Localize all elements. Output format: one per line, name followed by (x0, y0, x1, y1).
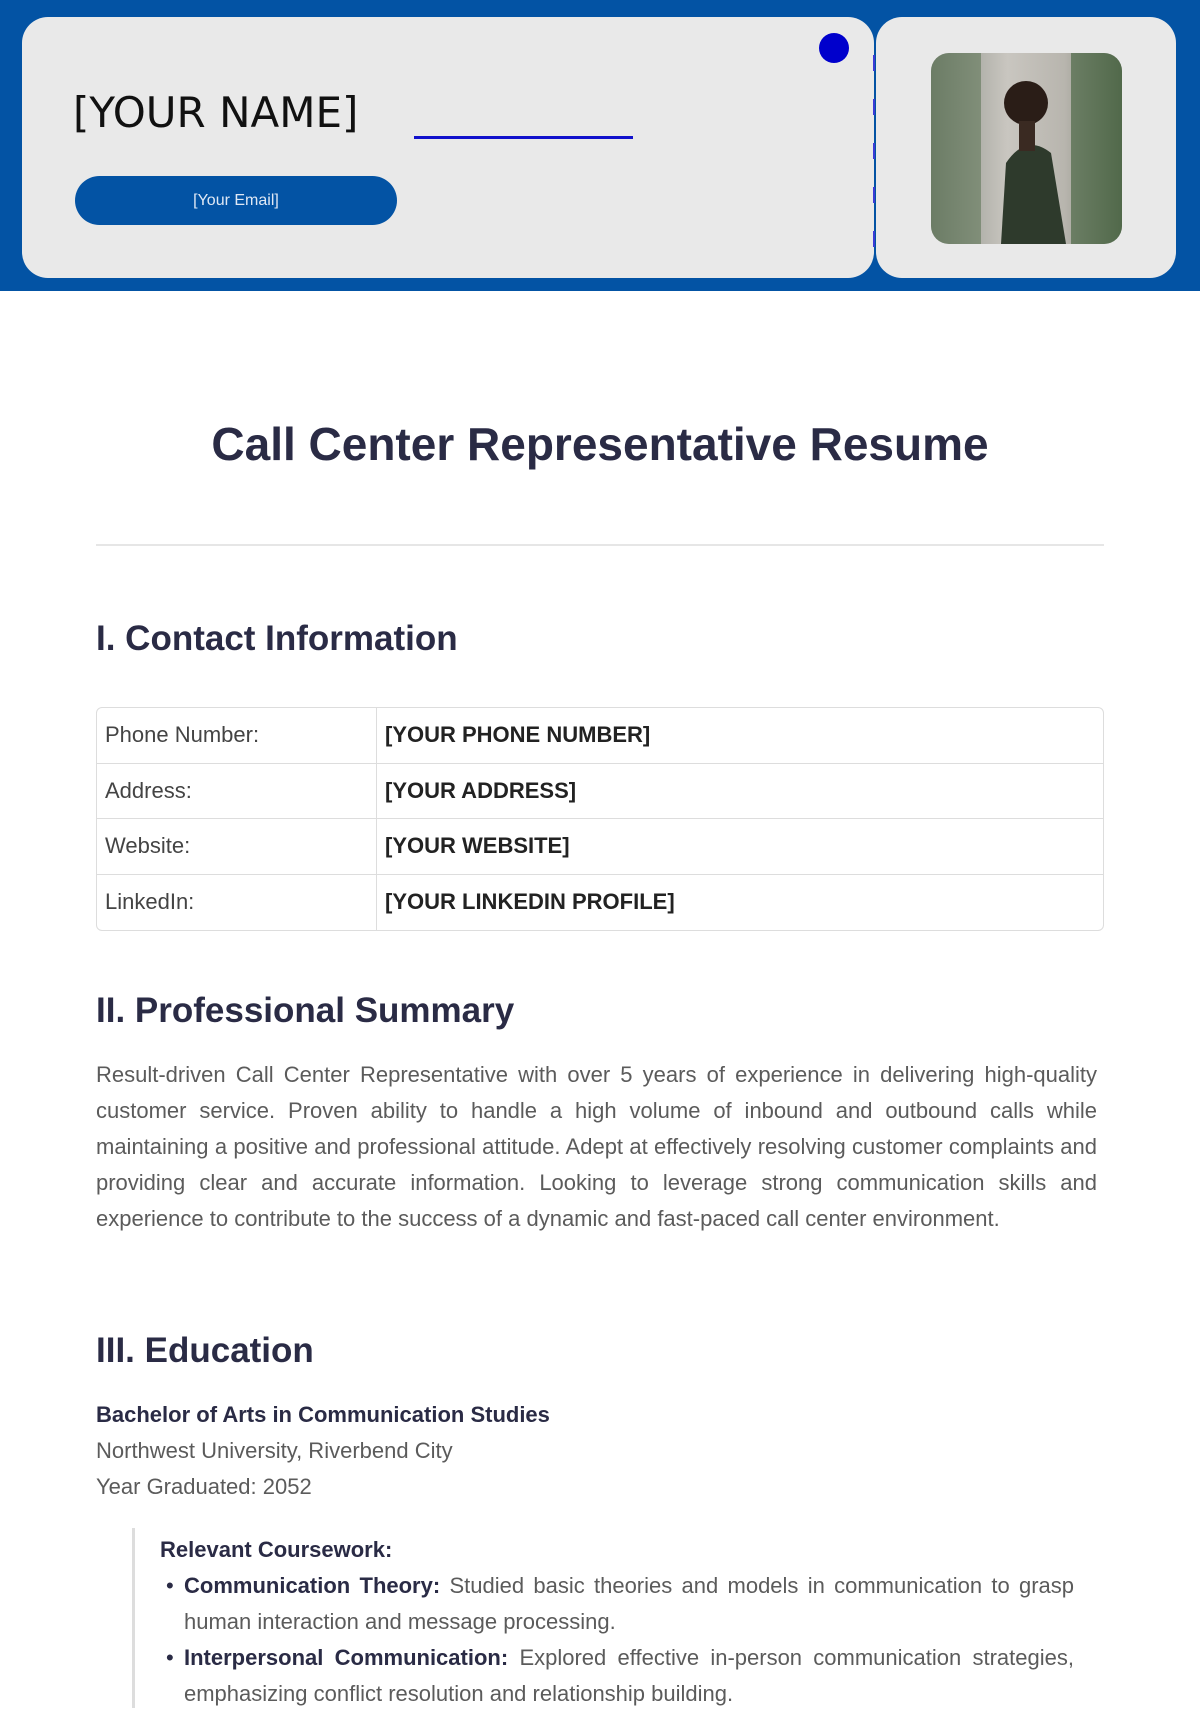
email-pill: [Your Email] (75, 176, 397, 225)
row-value: [YOUR PHONE NUMBER] (377, 708, 1103, 764)
contact-table (96, 707, 1104, 931)
row-value: [YOUR ADDRESS] (377, 764, 1103, 820)
header-banner (0, 0, 1200, 291)
row-value: [YOUR WEBSITE] (377, 819, 1103, 875)
dashed-divider (873, 55, 875, 255)
course-desc: Studied basic theories and models in communication to grasp human interaction and message processing. (184, 1573, 1074, 1634)
table-row (97, 875, 1103, 931)
coursework (160, 1532, 1074, 1712)
course-name: Communication Theory: (184, 1573, 441, 1598)
decorative-dot (819, 33, 849, 63)
list-item (160, 1568, 1074, 1640)
course-desc: Explored effective in-person communication strategies, emphasizing conflict resolution and relationship building. (184, 1645, 1074, 1706)
profile-photo (931, 53, 1122, 244)
row-value: [YOUR LINKEDIN PROFILE] (385, 889, 675, 915)
table-row (97, 764, 1103, 820)
candidate-name: [YOUR NAME] (73, 88, 359, 137)
divider (96, 544, 1104, 546)
graduation-year: Year Graduated: 2052 (96, 1474, 312, 1499)
blockquote-bar (132, 1528, 135, 1708)
row-label: LinkedIn: (97, 875, 377, 931)
row-label: Phone Number: (97, 708, 377, 764)
table-row (97, 708, 1103, 764)
contact-heading: I. Contact Information (96, 619, 458, 658)
summary-heading: II. Professional Summary (96, 991, 515, 1030)
coursework-heading: Relevant Coursework: (160, 1537, 393, 1562)
course-name: Interpersonal Communication: (184, 1645, 509, 1670)
education-heading: III. Education (96, 1331, 314, 1370)
row-label: Address: (97, 764, 377, 820)
summary-text: Result-driven Call Center Representative with over 5 years of experience in delivering high-quality customer service. Proven ability to handle a high volume of inbound and outbound calls while maintaining a positive and professional attitude. Adept at effectively resolving customer complaints and providing clear and accurate information. Looking to leverage strong communication skills and experience to contribute to the success of a dynamic and fast-paced call center environment. (96, 1062, 1097, 1231)
list-item (160, 1640, 1074, 1712)
row-label: Website: (97, 819, 377, 875)
school: Northwest University, Riverbend City (96, 1438, 453, 1463)
degree: Bachelor of Arts in Communication Studies (96, 1402, 550, 1427)
name-card (22, 17, 874, 278)
name-underline (414, 136, 633, 139)
table-row (97, 819, 1103, 875)
page-title: Call Center Representative Resume (211, 418, 989, 470)
